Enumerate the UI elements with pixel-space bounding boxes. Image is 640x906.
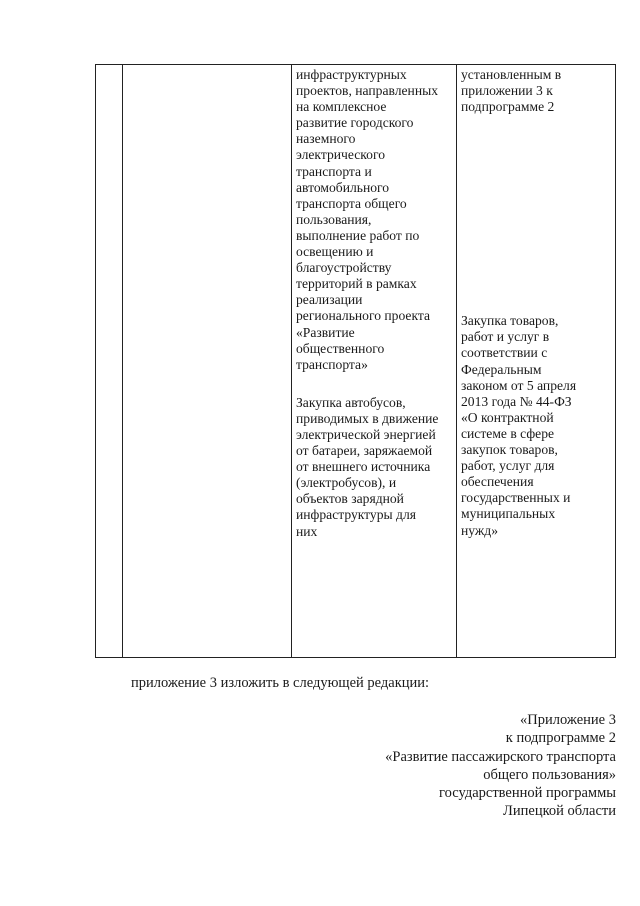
appendix-line: общего пользования» — [483, 766, 616, 783]
appendix-line: государственной программы — [439, 785, 616, 802]
subprogram-table — [95, 64, 616, 658]
cell-spacer — [296, 373, 453, 395]
table-cell-name — [123, 65, 292, 658]
table-cell-mechanism — [457, 65, 616, 658]
appendix-line: к подпрограмме 2 — [505, 730, 616, 747]
instruction-paragraph: приложение 3 изложить в следующей редакции: — [131, 675, 430, 691]
table-cell-number — [96, 65, 123, 658]
appendix-line: «Развитие пассажирского транспорта — [385, 748, 616, 765]
mechanism-appendix-text: установленным в приложении 3 к подпрограмме 2 — [461, 67, 562, 115]
appendix-line: «Приложение 3 — [520, 712, 616, 728]
table-cell-measures — [292, 65, 457, 658]
appendix-header — [385, 711, 616, 821]
mechanism-procurement-text: Закупка товаров, работ и услуг в соответствии с Федеральным законом от 5 апреля 2013 года № 44-ФЗ «О контрактной системе в сфере закупок товаров, работ, услуг для обеспечения государственных и муниципальных нужд» — [461, 313, 577, 538]
measure-electrobus-text: Закупка автобусов, приводимых в движение электрической энергией от батареи, заряжаемой от внешнего источника (электробусов), и объектов зарядной инфраструктуры для них — [296, 394, 439, 539]
appendix-line: Липецкой области — [503, 803, 616, 820]
cell-spacer — [461, 115, 612, 313]
table-row — [96, 65, 616, 658]
measure-infrastructure-text: инфраструктурных проектов, направленных на комплексное развитие городского наземного электрического транспорта и автомобильного транспорта общего пользования, выполнение работ по освещению и благоустройству территорий в рамках реализации регионального проекта «Развитие общественного транспорта» — [296, 67, 439, 372]
